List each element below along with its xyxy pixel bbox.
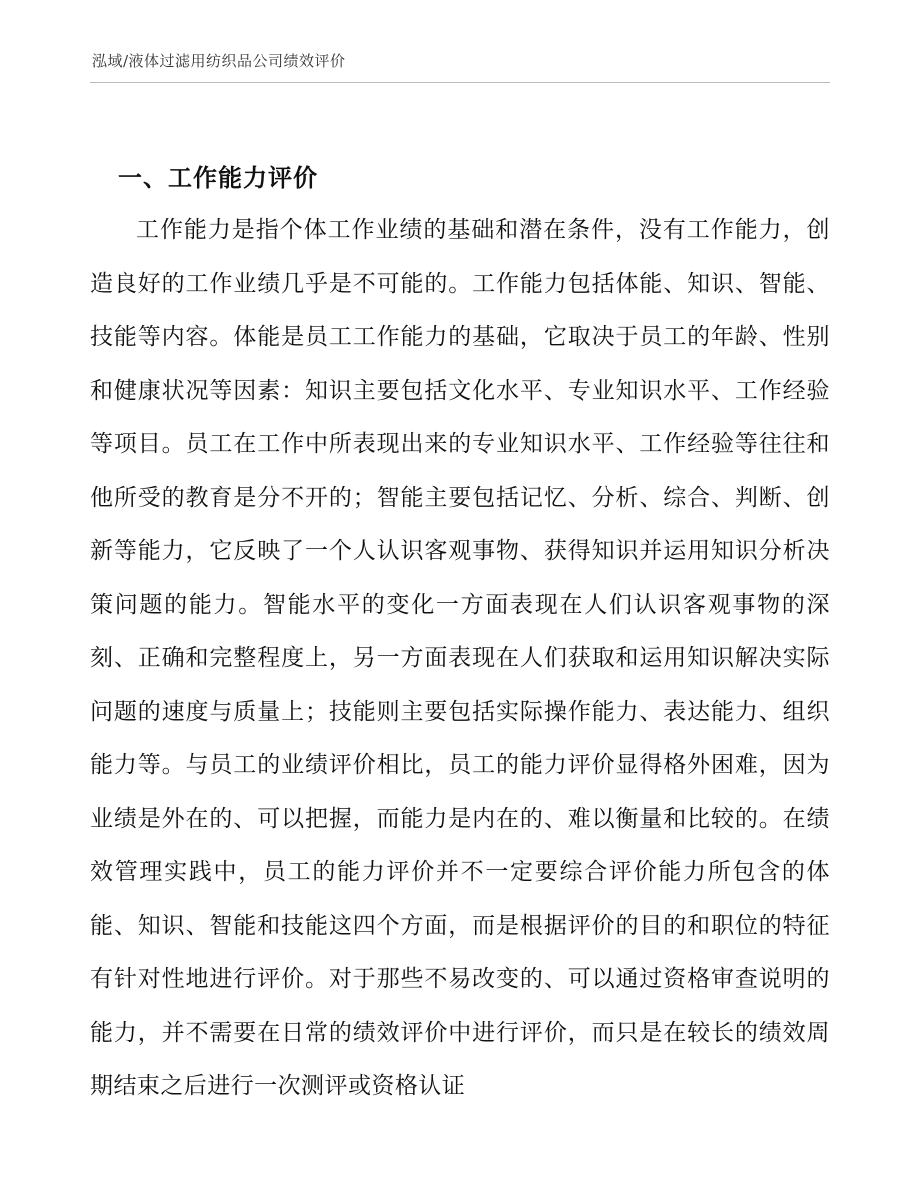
body-paragraph: 工作能力是指个体工作业绩的基础和潜在条件，没有工作能力，创造良好的工作业绩几乎是不可能的。工作能力包括体能、知识、智能、技能等内容。体能是员工工作能力的基础，它取决于员工的年龄、性别和健康状况等因素：知识主要包括文化水平、专业知识水平、工作经验等项目。员工在工作中所表现出来的专业知识水平、工作经验等往往和他所受的教育是分不开的；智能主要包括记忆、分析、综合、判断、创新等能力，它反映了一个人认识客观事物、获得知识并运用知识分析决策问题的能力。智能水平的变化一方面表现在人们认识客观事物的深刻、正确和完整程度上，另一方面表现在人们获取和运用知识解决实际问题的速度与质量上；技能则主要包括实际操作能力、表达能力、组织能力等。与员工的业绩评价相比，员工的能力评价显得格外困难，因为业绩是外在的、可以把握，而能力是内在的、难以衡量和比较的。在绩效管理实践中，员工的能力评价并不一定要综合评价能力所包含的体能、知识、智能和技能这四个方面，而是根据评价的目的和职位的特征有针对性地进行评价。对于那些不易改变的、可以通过资格审查说明的能力，并不需要在日常的绩效评价中进行评价，而只是在较长的绩效周期结束之后进行一次测评或资格认证 [90, 217, 830, 1099]
header-divider [90, 82, 830, 83]
section-heading: 一、工作能力评价 [118, 163, 318, 192]
running-header: 泓域/液体过滤用纺织品公司绩效评价 [92, 52, 346, 70]
